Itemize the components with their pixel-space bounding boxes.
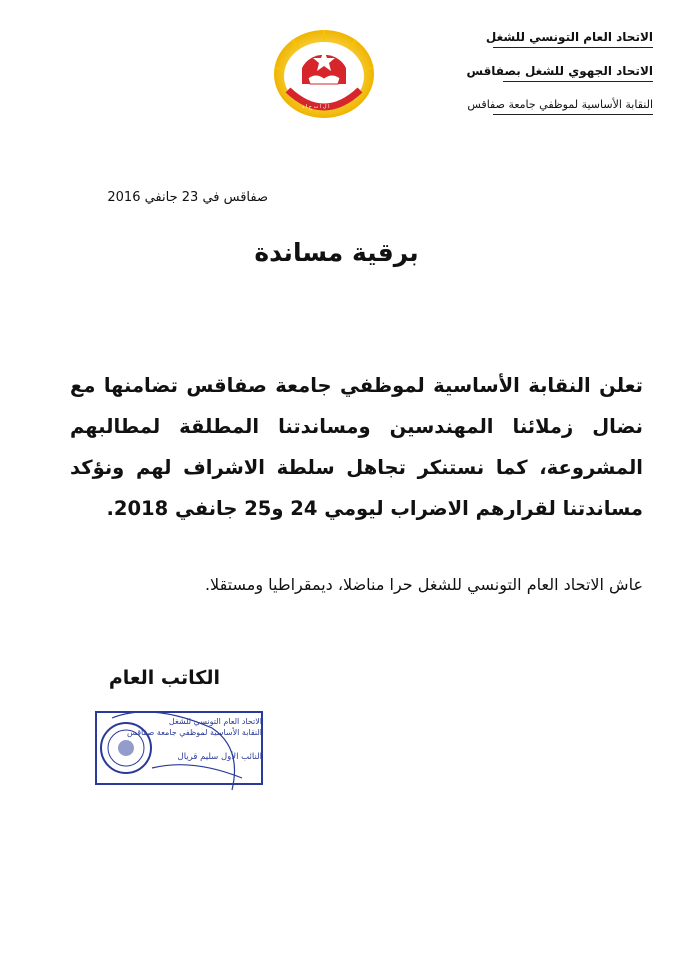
svg-text:ا ل ا ت ح ا د: ا ل ا ت ح ا د [302,104,330,110]
signatory-title: الكاتب العام [108,667,220,689]
stamp-line-org: الاتحاد العام التونسي للشغل [168,717,262,726]
letter-title: برقية مساندة [254,238,419,267]
letter-body [70,365,643,529]
stamp-line-signatory: النائب الأول سليم قريال [177,752,262,762]
org-name: الاتحاد العام التونسي للشغل [493,30,653,48]
body-paragraph: تعلن النقابة الأساسية لموظفي جامعة صفاقس تضامنها مع نضال زملائنا المهندسين ومساندتنا المطلقة لمطالبهم المشروعة، كما نستنكر تجاهل سلطة الاشراف لهم ونؤكد مساندتنا لقرارهم الاضراب ليومي 24 و25 جانفي 2018. [70,374,643,520]
letterhead [443,30,653,131]
union-branch-name: النقابة الأساسية لموظفي جامعة صفاقس [493,98,653,115]
official-stamp [92,708,268,796]
closing-slogan: عاش الاتحاد العام التونسي للشغل حرا مناضلا، ديمقراطيا ومستقلا. [204,575,643,594]
stamp-line-branch: النقابة الأساسية لموظفي جامعة صفاقس [127,728,262,737]
regional-union-name: الاتحاد الجهوي للشغل بصفاقس [503,64,653,82]
letter-date: صفاقس في 23 جانفي 2016 [107,190,268,205]
ugtt-logo-icon [272,28,377,123]
